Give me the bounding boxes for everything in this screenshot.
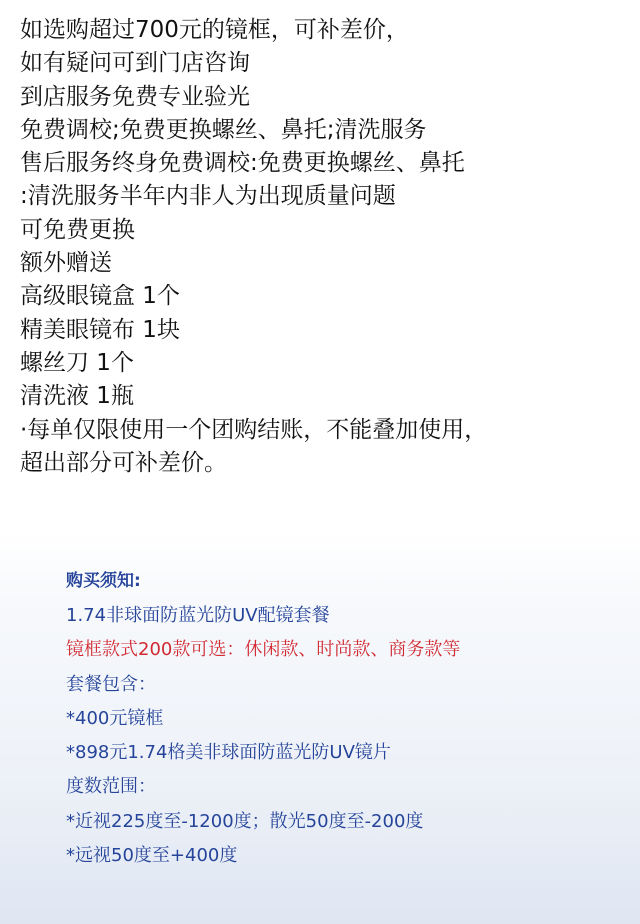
purchase-notice-line: *近视225度至-1200度；散光50度至-200度 (66, 810, 424, 832)
top-text-line: :清洗服务半年内非人为出现质量问题 (20, 183, 396, 210)
purchase-notice-line: 度数范围： (66, 776, 156, 798)
top-text-line: 超出部分可补差价。 (20, 449, 227, 476)
top-text-line: 额外赠送 (20, 250, 112, 277)
top-text-line: 如有疑问可到门店咨询 (20, 50, 250, 77)
purchase-notice-line: 套餐包含： (66, 673, 156, 695)
purchase-notice-line: *400元镜框 (66, 707, 164, 729)
top-text-line: 如选购超过700元的镜框，可补差价， (20, 17, 409, 43)
purchase-notice-line: *远视50度至+400度 (66, 845, 238, 867)
purchase-notice-line: 1.74非球面防蓝光防UV配镜套餐 (66, 605, 330, 626)
top-text-line: 螺丝刀 1个 (20, 349, 134, 376)
purchase-notice-lines (66, 599, 626, 873)
purchase-notice-line: *898元1.74格美非球面防蓝光防UV镜片 (66, 742, 391, 764)
top-text-line: 到店服务免费专业验光 (20, 83, 250, 110)
top-text-line: ·每单仅限使用一个团购结账，不能叠加使用， (20, 416, 488, 443)
top-text-lines (20, 14, 632, 480)
top-text-line: 免费调校;免费更换螺丝、鼻托;清洗服务 (20, 116, 427, 143)
top-text-line: 高级眼镜盒 1个 (20, 283, 180, 310)
top-text-line: 售后服务终身免费调校:免费更换螺丝、鼻托 (20, 150, 465, 177)
purchase-notice-title: 购买须知: (66, 571, 141, 591)
purchase-notice-panel (0, 530, 640, 924)
purchase-notice-highlight-line: 镜框款式200款可选：休闲款、时尚款、商务款等 (66, 639, 461, 661)
top-text-line: 清洗液 1瓶 (20, 383, 134, 410)
top-text-line: 可免费更换 (20, 216, 135, 243)
top-text-line: 精美眼镜布 1块 (20, 316, 180, 343)
